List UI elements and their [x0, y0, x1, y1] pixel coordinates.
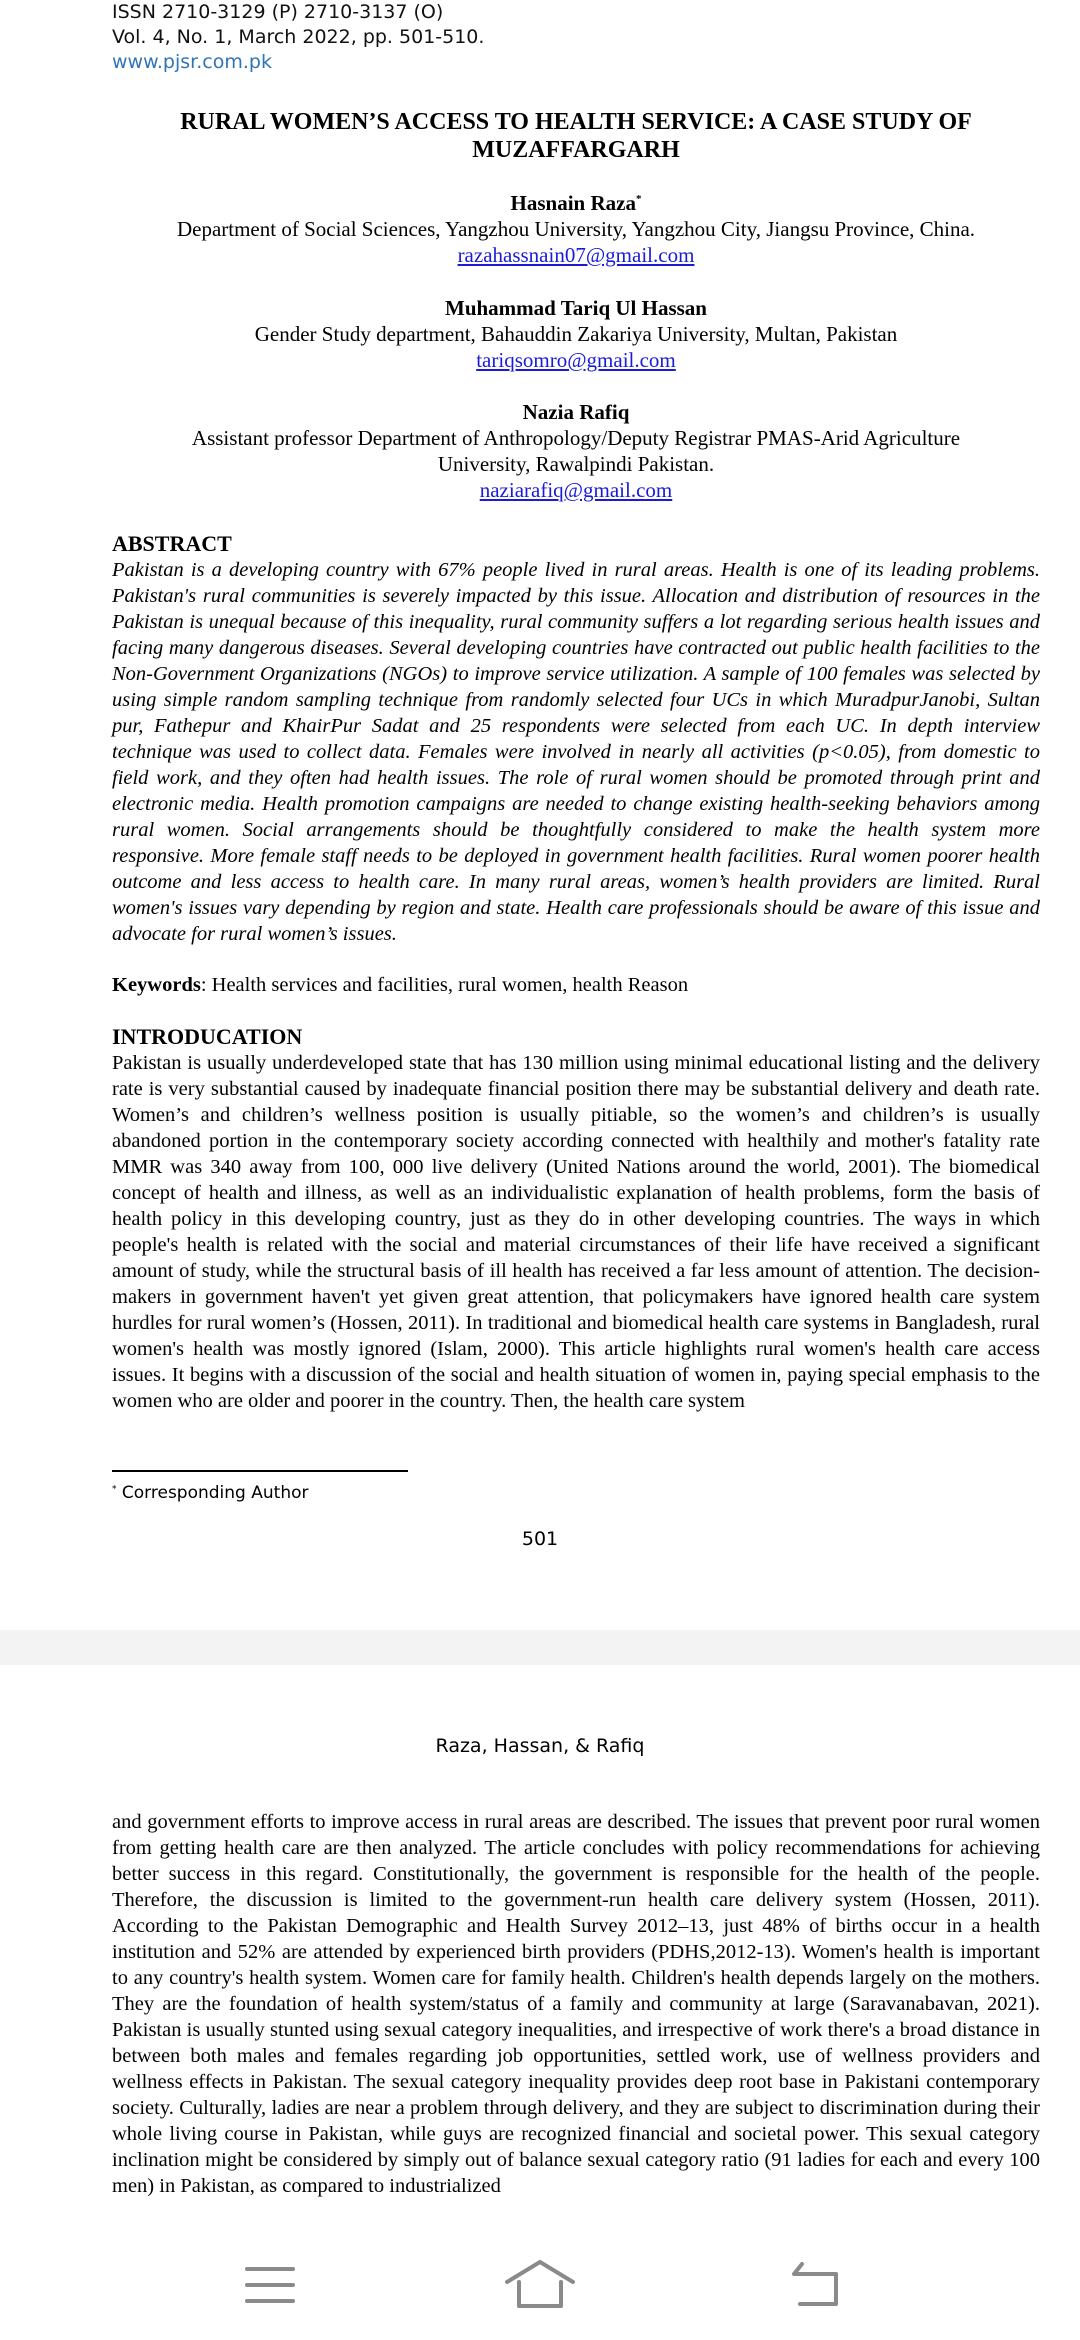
abstract-text: Pakistan is a developing country with 67% people lived in rural areas. Health is one of its leading problems. Pakistan's rural communities is severely impacted by this issue. Allocation and distribution of resources in the Pakistan is unequal because of this inequality, rural community suffers a lot regarding serious health issues and facing many dangerous diseases. Several developing countries have contracted out public health facilities to the Non-Government Organizations (NGOs) to improve service utilization. A sample of 100 females was selected by using simple random sampling technique from randomly selected four UCs in which MuradpurJanobi, Sultan pur, Fathepur and KhairPur Sadat and 25 respondents were selected from each UC. In depth interview technique was used to collect data. Females were involved in nearly all activities (p<0.05), from domestic to field work, and they often had health issues. The role of rural women should be promoted through print and electronic media. Health promotion campaigns are needed to change existing health-seeking behaviors among rural women. Social arrangements should be thoughtfully considered to make the health system more responsive. More female staff needs to be deployed in government health facilities. Rural women poorer health outcome and less access to health care. In many rural areas, women’s health providers are limited. Rural women's issues vary depending by region and state. Health care professionals should be aware of this issue and advocate for rural women’s issues.	[112, 559, 1040, 945]
author-block	[112, 399, 1040, 503]
back-icon	[788, 2262, 842, 2308]
keywords	[112, 972, 1040, 998]
abstract-heading: ABSTRACT	[112, 531, 232, 556]
article-title-line: MUZAFFARGARH	[472, 137, 680, 163]
journal-volume: Vol. 4, No. 1, March 2022, pp. 501-510.	[112, 26, 485, 48]
system-navigation-bar	[0, 2230, 1080, 2340]
footnote	[112, 1482, 308, 1504]
author-email-link[interactable]: naziarafiq@gmail.com	[479, 478, 673, 502]
author-name: Nazia Rafiq	[522, 400, 630, 424]
author-name: Hasnain Raza*	[510, 191, 642, 215]
author-email-link[interactable]: razahassnain07@gmail.com	[457, 243, 695, 267]
footnote-text: Corresponding Author	[121, 1483, 309, 1503]
author-affiliation: Assistant professor Department of Anthropology/Deputy Registrar PMAS-Arid Agriculture	[191, 426, 961, 450]
journal-website-link[interactable]: www.pjsr.com.pk	[112, 51, 272, 73]
author-affiliation: Gender Study department, Bahauddin Zakariya University, Multan, Pakistan	[254, 322, 898, 346]
author-block	[112, 190, 1040, 268]
author-affiliation: Department of Social Sciences, Yangzhou University, Yangzhou City, Jiangsu Province, China.	[176, 217, 976, 241]
introduction-heading: INTRODUCATION	[112, 1024, 303, 1049]
article-title-line: RURAL WOMEN’S ACCESS TO HEALTH SERVICE: A CASE STUDY OF	[180, 109, 972, 135]
page-separator	[0, 1630, 1080, 1665]
footnote-divider	[112, 1470, 408, 1472]
back-button[interactable]	[775, 2250, 855, 2320]
introduction-text-continued: and government efforts to improve access in rural areas are described. The issues that prevent poor rural women from getting health care are then analyzed. The article concludes with policy recommendations for achieving better success in this regard. Constitutionally, the government is responsible for the health of the people. Therefore, the discussion is limited to the government-run health care delivery system (Hossen, 2011). According to the Pakistan Demographic and Health Survey 2012–13, just 48% of births occur in a health institution and 52% are attended by experienced birth providers (PDHS,2012-13). Women's health is important to any country's health system. Women care for family health. Children's health depends largely on the mothers. They are the foundation of health system/status of a family and community at large (Saravanabavan, 2021). Pakistan is usually stunted using sexual category inequalities, and irrespective of work there's a broad distance in between both males and females regarding job opportunities, settled work, use of wellness providers and wellness effects in Pakistan. The sexual category inequality provides deep root base in Pakistani contemporary society. Culturally, ladies are near a problem through delivery, and they are subject to discrimination during their whole living course in Pakistan, while guys are recognized financial and societal power. This sexual category inclination might be considered by simply out of balance sexual category ratio (91 ladies for each and every 100 men) in Pakistan, as compared to industrialized	[112, 1811, 1040, 2197]
home-icon	[503, 2260, 577, 2310]
running-head: Raza, Hassan, & Rafiq	[435, 1735, 645, 1757]
footnote-marker: *	[112, 1484, 117, 1495]
page-number: 501	[521, 1528, 559, 1550]
author-affiliation: University, Rawalpindi Pakistan.	[437, 452, 715, 476]
keywords-text: : Health services and facilities, rural women, health Reason	[200, 974, 689, 996]
pdf-page-502	[0, 1665, 1080, 2230]
author-block	[112, 295, 1040, 373]
corresponding-author-marker: *	[635, 193, 642, 205]
author-email-link[interactable]: tariqsomro@gmail.com	[476, 348, 676, 372]
recent-apps-button[interactable]	[230, 2250, 310, 2320]
article-title	[112, 108, 1040, 164]
introduction-text: Pakistan is usually underdeveloped state that has 130 million using minimal educational listing and the delivery rate is very substantial caused by inadequate financial position there may be substantial delivery and death rate. Women’s and children’s wellness position is usually pitiable, so the women’s and children’s is usually abandoned portion in the contemporary society according connected with healthily and mother's fatality rate MMR was 340 away from 100, 000 live delivery (United Nations around the world, 2001). The biomedical concept of health and illness, as well as an individualistic explanation of health problems, form the basis of health policy in this developing country, just as they do in other developing countries. The ways in which people's health is related with the social and material circumstances of their life have received a significant amount of study, while the structural basis of ill health has received a far less amount of attention. The decision-makers in government haven't yet given great attention, that policymakers have ignored health care system hurdles for rural women’s (Hossen, 2011). In traditional and biomedical health care systems in Bangladesh, rural women's health was mostly ignored (Islam, 2000). This article highlights rural women's health care access issues. It begins with a discussion of the social and health situation of women in, paying special emphasis to the women who are older and poorer in the country. Then, the health care system	[112, 1052, 1040, 1412]
home-button[interactable]	[500, 2250, 580, 2320]
keywords-label: Keywords	[112, 974, 201, 996]
journal-issn: ISSN 2710-3129 (P) 2710-3137 (O)	[112, 1, 444, 23]
menu-lines-icon	[243, 2263, 297, 2307]
journal-header	[112, 0, 484, 75]
author-name: Muhammad Tariq Ul Hassan	[445, 296, 707, 320]
